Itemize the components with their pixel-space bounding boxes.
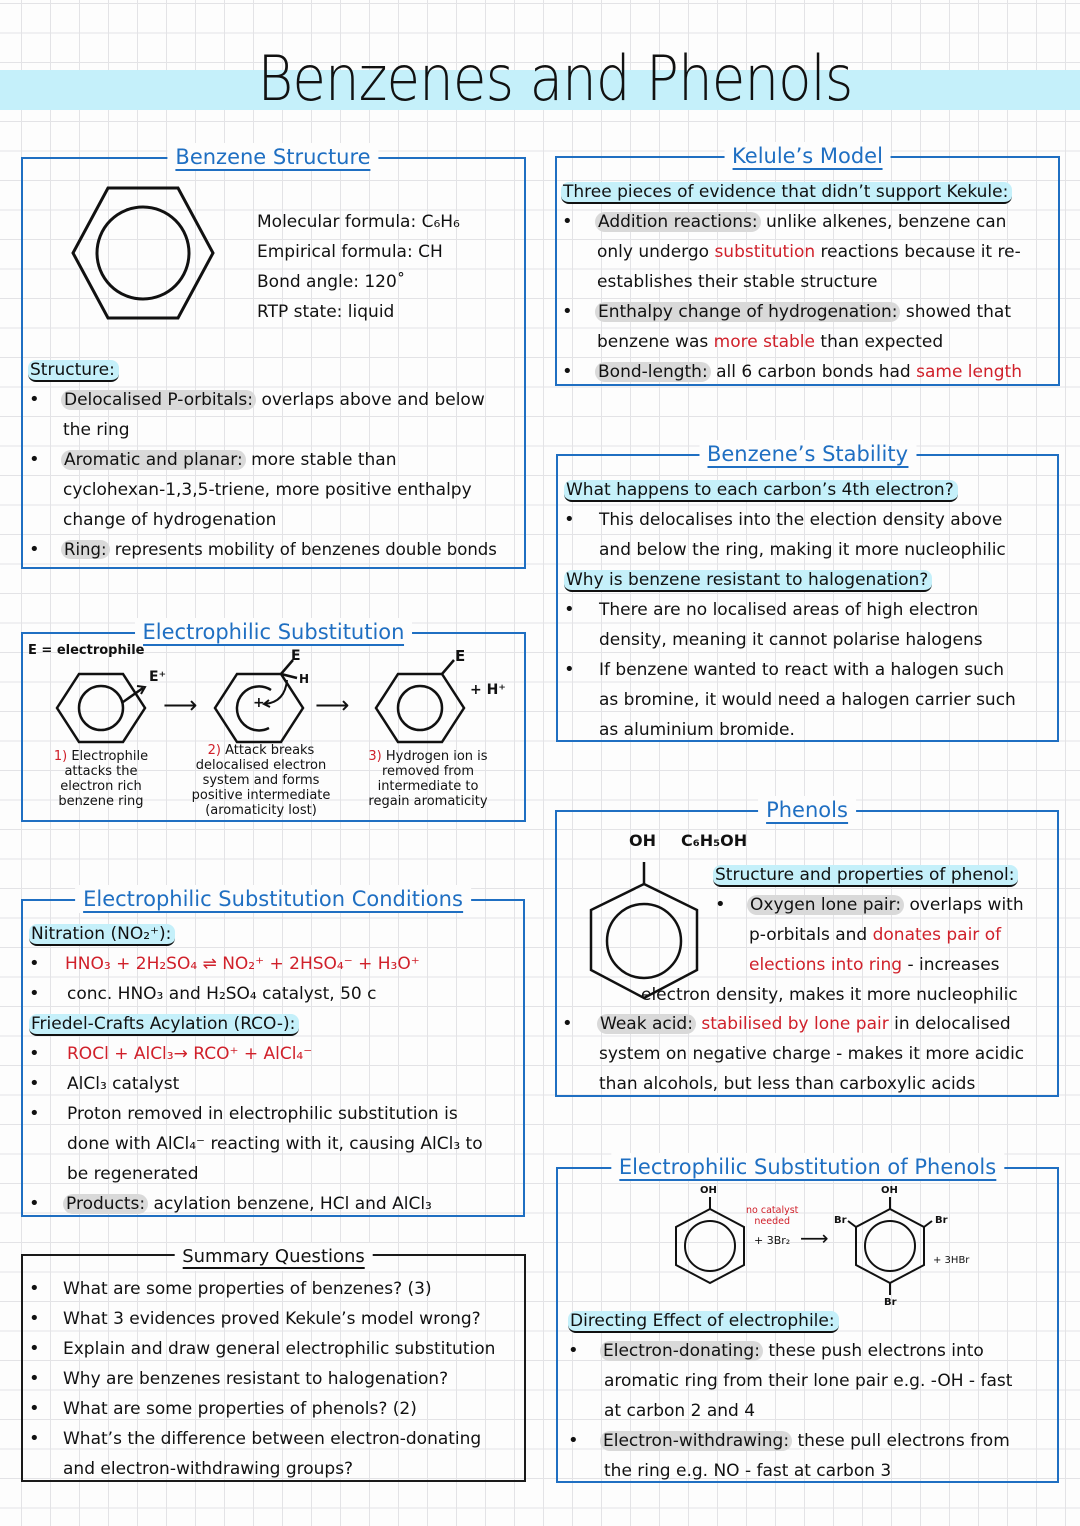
list-item-cont: cyclohexan-1,3,5-triene, more positive enthalpy [63,480,472,500]
stability-question-1: What happens to each carbon’s 4th electron? [564,475,958,505]
step-1-caption: 1) Electrophile attacks the electron rich benzene ring [53,749,149,809]
friedel-crafts-heading: Friedel-Crafts Acylation (RCO-): [29,1009,299,1039]
phenol-formula: C₆H₅OH [681,831,748,850]
no-catalyst-note: no catalyst needed [746,1205,799,1227]
list-item-cont: done with AlCl₄⁻ reacting with it, causing AlCl₃ to [67,1134,483,1154]
list-item: Oxygen lone pair: overlaps with [747,890,1024,920]
list-item: Proton removed in electrophilic substitution is [67,1104,458,1124]
bullet-icon: • [29,1308,40,1329]
bromine-reagent: + 3Br₂ [754,1234,791,1247]
bullet-icon: • [29,1073,40,1094]
structure-heading: Structure: [28,355,119,385]
bullet-icon: • [29,1428,40,1449]
h-label: H [299,672,310,686]
summary-question: What 3 evidences proved Kekule’s model wrong? [63,1309,481,1329]
list-item: Ring: represents mobility of benzenes double bonds [61,535,497,565]
phenols-box [555,798,1059,1097]
nitration-conditions: conc. HNO₃ and H₂SO₄ catalyst, 50 c [67,984,377,1004]
box-title: Benzene’s Stability [699,440,916,468]
page-title: Benzenes and Phenols [257,42,853,115]
nitration-heading: Nitration (NO₂⁺): [29,919,175,949]
bullet-icon: • [562,361,573,382]
summary-question: Explain and draw general electrophilic substitution [63,1339,496,1359]
list-item-cont: establishes their stable structure [597,272,878,292]
list-item: Delocalised P-orbitals: overlaps above and below [61,385,485,415]
bullet-icon: • [29,449,40,470]
bullet-icon: • [29,389,40,410]
h-plus-label: + H⁺ [470,682,506,698]
substituted-ring-icon [380,672,460,742]
list-item-cont: be regenerated [67,1164,199,1184]
list-item-cont: the ring e.g. NO - fast at carbon 3 [604,1461,892,1481]
oh-label: OH [881,1185,898,1196]
nitration-equation: HNO₃ + 2H₂SO₄ ⇌ NO₂⁺ + 2HSO₄⁻ + H₃O⁺ [65,954,420,974]
list-item-cont: as bromine, it would need a halogen carrier such [599,690,1016,710]
e-label: E [455,647,466,665]
bullet-icon: • [564,659,575,680]
arrow-icon: ⟶ [163,691,198,719]
list-item-cont: benzene was more stable than expected [597,332,944,352]
bullet-icon: • [29,1398,40,1419]
summary-question: What are some properties of phenols? (2) [63,1399,417,1419]
summary-question: Why are benzenes resistant to halogenation? [63,1369,449,1389]
hbr-byproduct: + 3HBr [933,1255,970,1266]
bond-angle: Bond angle: 120˚ [257,272,406,292]
e-label: E [291,648,301,664]
box-title: Electrophilic Substitution of Phenols [611,1153,1004,1181]
kekule-heading: Three pieces of evidence that didn’t support Kekule: [561,177,1012,207]
plus-charge: + [253,695,265,711]
list-item: Bond-length: all 6 carbon bonds had same length [595,357,1022,387]
box-title: Kelule’s Model [724,142,891,170]
electrophile-legend: E = electrophile [28,643,145,658]
list-item-cont: change of hydrogenation [63,510,277,530]
benzene-ring-icon [83,186,223,326]
list-item-cont: only undergo substitution reactions because it re- [597,242,1021,262]
list-item: Enthalpy change of hydrogenation: showed that [595,297,1011,327]
oh-label: OH [629,831,656,850]
bullet-icon: • [29,539,40,560]
bullet-icon: • [29,1338,40,1359]
list-item-cont: density, meaning it cannot polarise halogens [599,630,983,650]
summary-questions-box [21,1246,526,1482]
bullet-icon: • [29,1103,40,1124]
box-title: Electrophilic Substitution Conditions [75,885,471,913]
bullet-icon: • [715,894,726,915]
arrow-icon: ⟶ [315,691,350,719]
arrow-icon: ⟶ [800,1226,829,1250]
list-item: There are no localised areas of high electron [599,600,979,620]
molecular-formula: Molecular formula: C₆H₆ [257,212,460,232]
bullet-icon: • [564,599,575,620]
list-item-cont: and below the ring, making it more nucleophilic [599,540,1006,560]
list-item: Addition reactions: unlike alkenes, benzene can [595,207,1006,237]
list-item-cont: the ring [63,420,130,440]
step-3-caption: 3) Hydrogen ion is removed from intermediate to regain aromaticity [368,749,488,809]
tribromophenol-ring-icon [854,1197,926,1307]
bullet-icon: • [29,1278,40,1299]
list-item-cont: elections into ring - increases [749,955,1000,975]
list-item: Electron-withdrawing: these pull electrons from [600,1426,1010,1456]
summary-question: What’s the difference between electron-donating [63,1429,482,1449]
list-item-cont: p-orbitals and donates pair of [749,925,1002,945]
summary-question: What are some properties of benzenes? (3) [63,1279,432,1299]
bullet-icon: • [562,211,573,232]
list-item: Products: acylation benzene, HCl and AlCl₃ [63,1189,432,1219]
stability-question-2: Why is benzene resistant to halogenation? [564,565,932,595]
list-item: Electron-donating: these push electrons into [600,1336,984,1366]
box-title: Summary Questions [174,1243,373,1271]
bullet-icon: • [568,1430,579,1451]
list-item: AlCl₃ catalyst [67,1074,180,1094]
box-title: Electrophilic Substitution [135,618,413,646]
benzene-ring-icon [61,672,141,742]
br-label: Br [834,1215,847,1226]
list-item-cont: than alcohols, but less than carboxylic acids [599,1074,976,1094]
list-item-cont: system on negative charge - makes it more acidic [599,1044,1025,1064]
benzene-stability-box [556,442,1059,742]
substitution-conditions-box [21,887,525,1217]
benzene-structure-box [21,145,526,569]
list-item: Weak acid: stabilised by lone pair in delocalised [597,1009,1011,1039]
directing-heading: Directing Effect of electrophile: [568,1306,839,1336]
br-label: Br [935,1215,948,1226]
empirical-formula: Empirical formula: CH [257,242,443,262]
phenol-substitution-box [556,1155,1059,1483]
friedel-crafts-equation: ROCl + AlCl₃→ RCO⁺ + AlCl₄⁻ [67,1044,313,1064]
list-item: This delocalises into the election density above [599,510,1003,530]
bullet-icon: • [29,983,40,1004]
list-item: If benzene wanted to react with a halogen such [599,660,1005,680]
box-title: Phenols [758,796,856,824]
phenol-ring-icon [674,1197,746,1277]
rtp-state: RTP state: liquid [257,302,395,322]
e-plus-label: E⁺ [149,669,166,685]
list-item-cont: aromatic ring from their lone pair e.g. -OH - fast [604,1371,1013,1391]
phenol-ring-icon [587,862,697,992]
step-2-caption: 2) Attack breaks delocalised electron system and forms positive intermediate (aromaticity lost) [191,743,331,818]
br-label: Br [884,1297,897,1308]
list-item-cont: at carbon 2 and 4 [604,1401,756,1421]
list-item-cont: electron density, makes it more nucleophilic [641,985,1018,1005]
electrophilic-substitution-box [21,620,526,822]
bullet-icon: • [562,1013,573,1034]
bullet-icon: • [29,1368,40,1389]
bullet-icon: • [562,301,573,322]
bullet-icon: • [29,953,40,974]
summary-question-cont: and electron-withdrawing groups? [63,1459,354,1479]
box-title: Benzene Structure [167,143,378,171]
bullet-icon: • [29,1193,40,1214]
bullet-icon: • [564,509,575,530]
bullet-icon: • [29,1043,40,1064]
kekule-model-box [555,144,1060,386]
phenol-heading: Structure and properties of phenol: [713,860,1018,890]
list-item-cont: as aluminium bromide. [599,720,795,740]
bullet-icon: • [568,1340,579,1361]
oh-label: OH [700,1185,717,1196]
list-item: Aromatic and planar: more stable than [61,445,397,475]
